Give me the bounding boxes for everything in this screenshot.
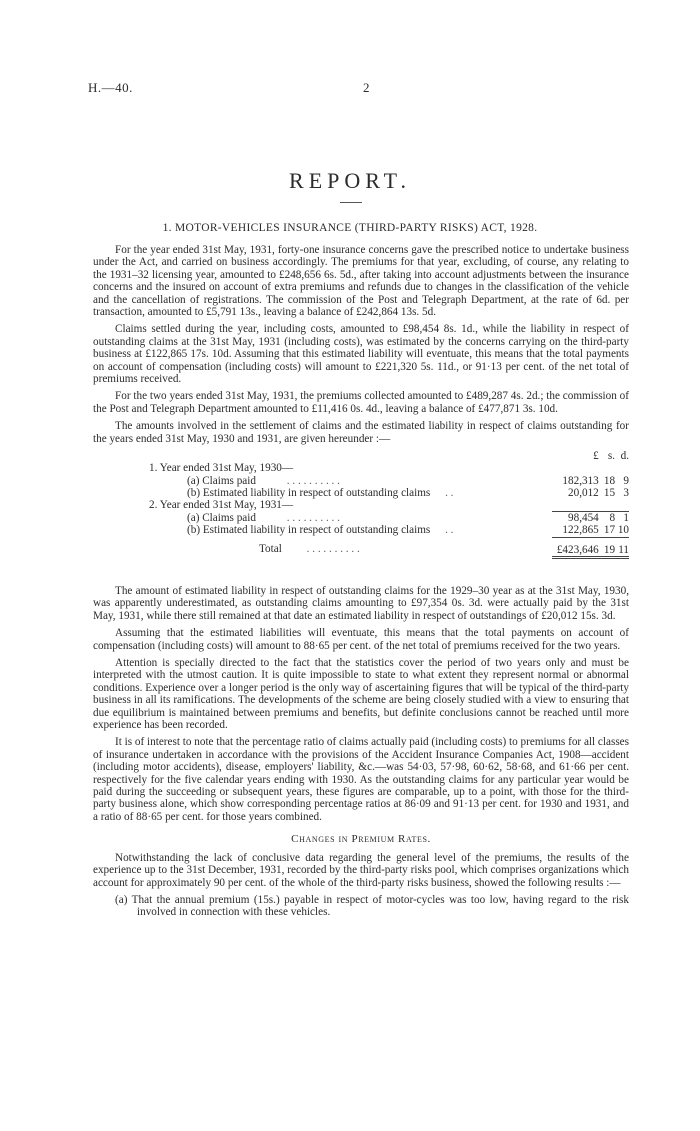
paragraph: Claims settled during the year, including costs, amounted to £98,454 8s. 1d., while the liability in respect of outstanding claims at the 31st May, 1931 (including costs), was estimated by the concerns carrying on the third-party business at £122,865 17s. 10d. Assuming that this estimated liability will eventuate, this means that the total payments on account of compensation (including costs) will amount to £221,320 5s. 11d., or 91·13 per cent. of the net total of premiums received. bbox=[93, 323, 629, 386]
total-pence: 11 bbox=[615, 537, 629, 557]
report-title: REPORT. bbox=[289, 168, 411, 193]
row-label: 1. Year ended 31st May, 1930— bbox=[149, 462, 294, 475]
report-body bbox=[93, 244, 629, 924]
paragraph: It is of interest to note that the percentage ratio of claims actually paid (including costs) to premiums for all classes of insurance undertaken in accordance with the provisions of the Accident Insurance Companies Act, 1908—accident (including motor accidents), disease, employers' liability, &c.—was 54·03, 57·98, 60·62, 58·68, and 61·66 per cent. respectively for the five calendar years ending with 1930. As the outstanding claims for any particular year would be paid during the succeeding or subsequent years, these figures are comparable, up to a point, with those for the third-party business alone, which show corresponding percentage ratios at 86·09 and 91·13 per cent. for 1930 and 1931, and a ratio of 88·65 per cent. for those years combined. bbox=[93, 736, 629, 823]
table-row bbox=[93, 499, 629, 511]
table-row bbox=[93, 462, 629, 474]
section-heading: 1. MOTOR-VEHICLES INSURANCE (THIRD-PARTY RISKS) ACT, 1928. bbox=[162, 222, 538, 234]
subheading: Changes in Premium Rates. bbox=[291, 833, 431, 846]
pounds-cell: 182,313 bbox=[562, 474, 599, 487]
row-label: (b) Estimated liability in respect of outstanding claims bbox=[187, 524, 431, 537]
pence-cell: 1 bbox=[615, 512, 629, 525]
row-label: (a) Claims paid bbox=[187, 474, 256, 487]
table-row bbox=[93, 512, 629, 525]
title-rule bbox=[340, 202, 362, 203]
table-row bbox=[93, 524, 629, 537]
leader-dots: . . . . . . . . . . bbox=[286, 474, 340, 487]
claims-table bbox=[93, 450, 629, 559]
row-label: (b) Estimated liability in respect of outstanding claims bbox=[187, 486, 431, 499]
pounds-cell: 122,865 bbox=[562, 524, 599, 537]
shillings-cell: 8 bbox=[603, 512, 615, 525]
paragraph: For the two years ended 31st May, 1931, the premiums collected amounted to £489,287 4s. 2d.; the commission of the Post and Telegraph Department amounted to £11,416 0s. 4d., leaving a balance of £477,871 3s. 10d. bbox=[93, 390, 629, 415]
pounds-cell: 20,012 bbox=[568, 486, 599, 499]
table-column-heads bbox=[93, 450, 629, 462]
pence-cell: 10 bbox=[617, 524, 629, 537]
list-item: (a) That the annual premium (15s.) payable in respect of motor-cycles was too low, having regard to the risk involved in connection with these vehicles. bbox=[115, 893, 629, 919]
leader-dots: . . . . . . . . . . bbox=[286, 511, 340, 524]
total-label: Total bbox=[259, 543, 282, 556]
row-label: (a) Claims paid bbox=[187, 511, 256, 524]
paragraph: Assuming that the estimated liabilities will eventuate, this means that the total payments on account of compensation (including costs) will amount to 88·65 per cent. of the net total of premiums received for the two years. bbox=[93, 627, 629, 652]
pence-cell: 3 bbox=[623, 486, 629, 499]
paragraph: Attention is specially directed to the fact that the statistics cover the period of two years only and must be interpreted with the utmost caution. It is quite impossible to state to what extent they represent normal or abnormal conditions. Experience over a longer period is the only way of ascertaining figures that will be typical of the third-party business in all its ramifications. The developments of the scheme are being closely studied with a view to ensuring that due equilibrium is maintained between premiums and benefits, but definite conclusions cannot be reached until more experience has been recorded. bbox=[93, 657, 629, 732]
row-label: 2. Year ended 31st May, 1931— bbox=[149, 499, 294, 512]
pounds-head: £ bbox=[593, 450, 599, 463]
pence-cell: 9 bbox=[623, 474, 629, 487]
paragraph: The amounts involved in the settlement of claims and the estimated liability in respect of claims outstanding for the years ended 31st May, 1930 and 1931, are given hereunder :— bbox=[93, 420, 629, 445]
shillings-cell: 17 bbox=[603, 524, 616, 537]
leader-dots: . . bbox=[445, 524, 454, 537]
leader-dots: . . . . . . . . . . bbox=[306, 543, 360, 556]
table-row bbox=[93, 475, 629, 487]
paragraph: The amount of estimated liability in respect of outstanding claims for the 1929–30 year as at the 31st May, 1930, was apparently underestimated, as outstanding claims amounting to £97,354 0s. 3d. were actually paid by the 31st May, 1931, while there still remained at that date an estimated liability in respect of outstandings of £20,012 15s. 3d. bbox=[93, 584, 629, 622]
page-number: 2 bbox=[363, 80, 370, 95]
table-row bbox=[93, 487, 629, 499]
pence-head: d. bbox=[620, 450, 629, 463]
paragraph: Notwithstanding the lack of conclusive data regarding the general level of the premiums, the results of the experience up to the 31st December, 1931, recorded by the third-party risks pool, which comprises organizations which account for approximately 90 per cent. of the whole of the third-party risks business, showed the following results :— bbox=[93, 851, 629, 889]
document-reference: H.—40. bbox=[88, 80, 133, 95]
paragraph: For the year ended 31st May, 1931, forty-one insurance concerns gave the prescribed notice to undertake business under the Act, and carried on business accordingly. The premiums for that year, excluding, of course, any relating to the 1931–32 licensing year, amounted to £248,656 6s. 5d., after taking into account adjustments between the insurance concerns and the insured on account of extra premiums and refunds due to changes in the classification of the vehicle and the cancellation of registrations. The commission of the Post and Telegraph Department, at the rate of 6d. per transaction, amounted to £5,791 13s., leaving a balance of £242,864 13s. 5d. bbox=[93, 244, 629, 319]
shillings-cell: 18 bbox=[603, 474, 616, 487]
shillings-cell: 15 bbox=[603, 486, 616, 499]
pounds-cell: 98,454 bbox=[552, 512, 603, 525]
total-shillings: 19 bbox=[603, 537, 615, 557]
leader-dots: . . bbox=[445, 486, 454, 499]
total-pounds: £423,646 bbox=[552, 537, 603, 557]
shillings-head: s. bbox=[607, 450, 616, 463]
table-total-row bbox=[93, 537, 629, 557]
